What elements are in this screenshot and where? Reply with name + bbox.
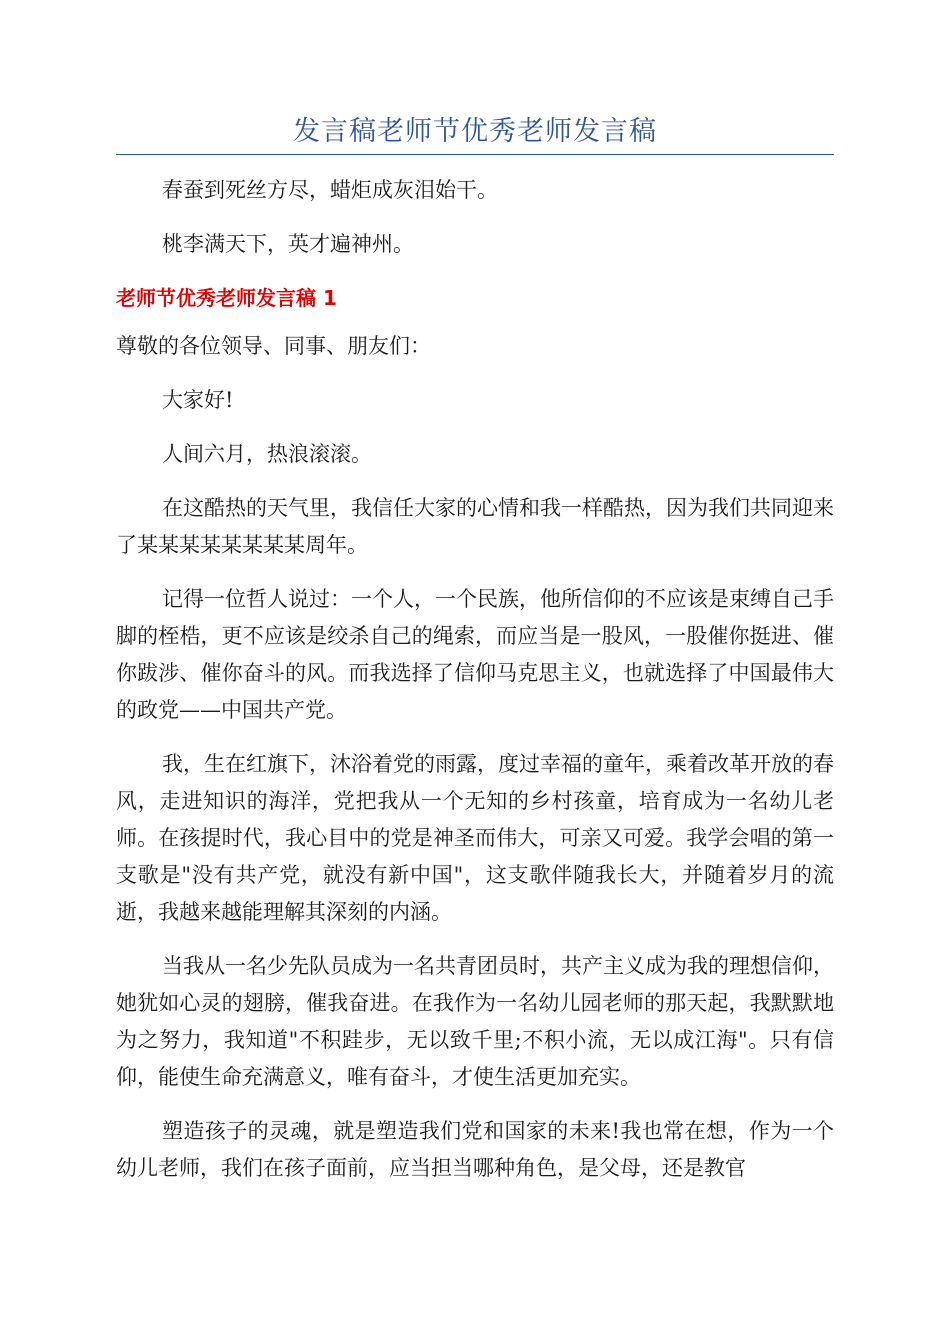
- paragraph: 我，生在红旗下，沐浴着党的雨露，度过幸福的童年，乘着改革开放的春风，走进知识的海洋，党把我从一个无知的乡村孩童，培育成为一名幼儿老师。在孩提时代，我心目中的党是神圣而伟大，可亲又可爱。我学会唱的第一支歌是"没有共产党，就没有新中国"，这支歌伴随我长大，并随着岁月的流逝，我越来越能理解其深刻的内涵。: [116, 752, 834, 924]
- section-heading: 老师节优秀老师发言稿 1: [116, 286, 337, 310]
- paragraph: 记得一位哲人说过：一个人，一个民族，他所信仰的不应该是束缚自己手脚的桎梏，更不应该是绞杀自己的绳索，而应当是一股风，一股催你挺进、催你跋涉、催你奋斗的风。而我选择了信仰马克思主义，也就选择了中国最伟大的政党——中国共产党。: [116, 587, 834, 722]
- paragraph: 人间六月，热浪滚滚。: [162, 442, 372, 466]
- poem-line: 桃李满天下，英才遍神州。: [162, 232, 414, 256]
- salutation: 尊敬的各位领导、同事、朋友们：: [116, 334, 431, 358]
- paragraph: 塑造孩子的灵魂，就是塑造我们党和国家的未来!我也常在想，作为一个幼儿老师，我们在孩子面前，应当担当哪种角色，是父母，还是教官: [116, 1119, 834, 1180]
- paragraph: 当我从一名少先队员成为一名共青团员时，共产主义成为我的理想信仰，她犹如心灵的翅膀，催我奋进。在我作为一名幼儿园老师的那天起，我默默地为之努力，我知道"不积跬步，无以致千里;不积小流，无以成江海"。只有信仰，能使生命充满意义，唯有奋斗，才使生活更加充实。: [116, 954, 834, 1089]
- poem-line: 春蚕到死丝方尽，蜡炬成灰泪始干。: [162, 178, 498, 202]
- paragraph: 大家好!: [162, 388, 234, 412]
- title-underline: [116, 154, 834, 155]
- document-body: [116, 172, 834, 1204]
- document-title: 发言稿老师节优秀老师发言稿: [293, 116, 657, 147]
- paragraph: 在这酷热的天气里，我信任大家的心情和我一样酷热，因为我们共同迎来了某某某某某某某某周年。: [116, 496, 834, 557]
